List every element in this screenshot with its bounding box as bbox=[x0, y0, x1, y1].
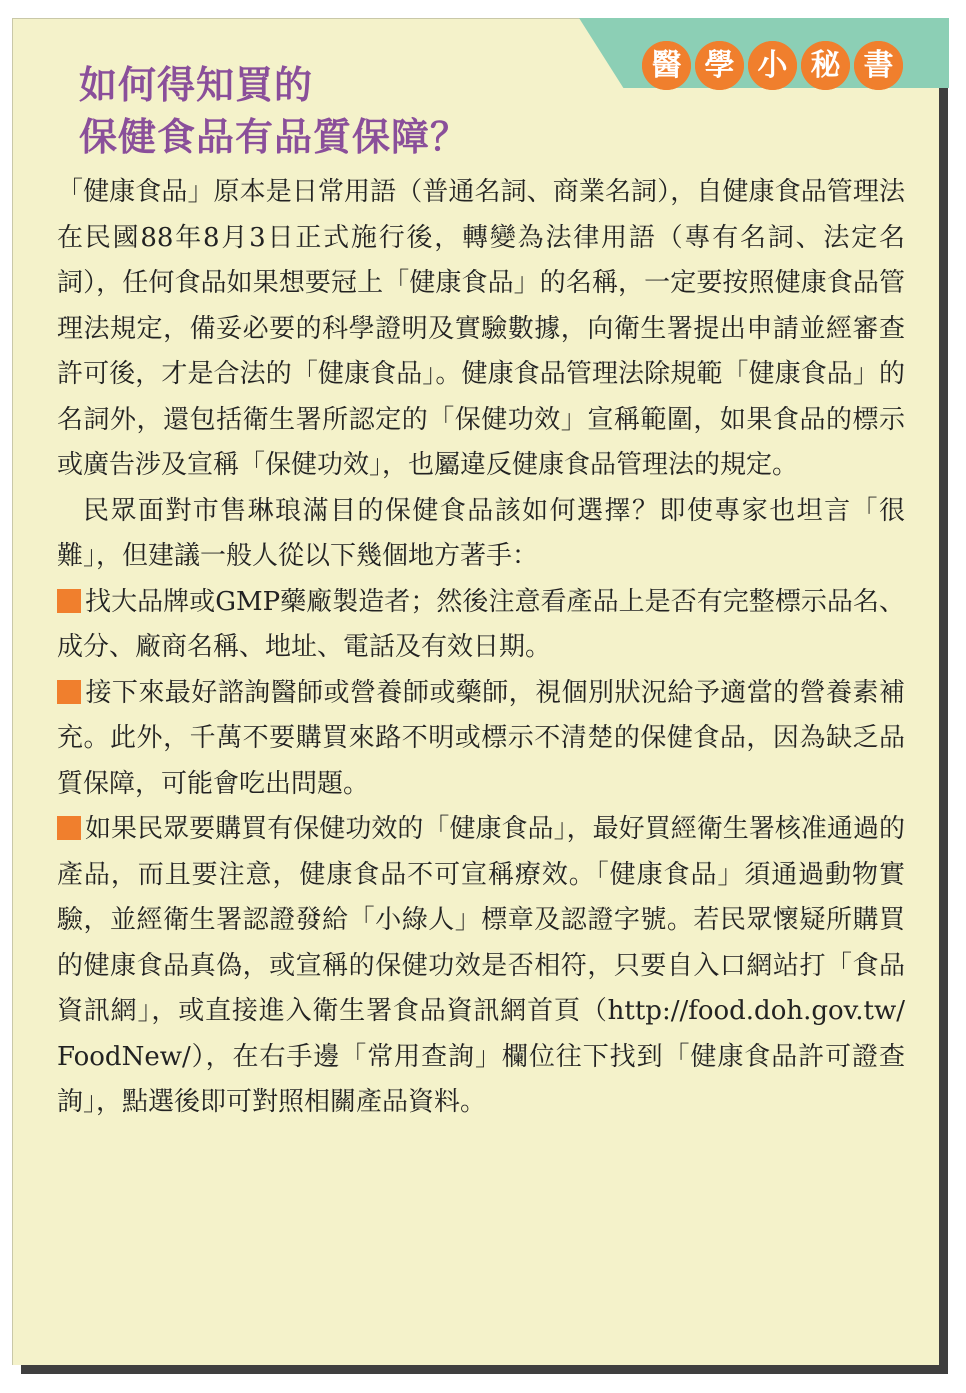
badge-char: 書 bbox=[854, 41, 903, 90]
paragraph-intro: 「健康食品」原本是日常用語（普通名詞、商業名詞），自健康食品管理法在民國88年8月3日正式施行後，轉變為法律用語（專有名詞、法定名詞），任何食品如果想要冠上「健康食品」的名稱，一定要按照健康食品管理法規定，備妥必要的科學證明及實驗數據，向衛生署提出申請並經審查許可後，才是合法的「健康食品」。健康食品管理法除規範「健康食品」的名詞外，還包括衛生署所認定的「保健功效」宣稱範圍，如果食品的標示或廣告涉及宣稱「保健功效」，也屬違反健康食品管理法的規定。 bbox=[57, 177, 905, 480]
bullet-item bbox=[57, 807, 905, 1126]
article-title bbox=[79, 59, 469, 163]
badge-char: 醫 bbox=[642, 41, 691, 90]
bullet-text: 接下來最好諮詢醫師或營養師或藥師，視個別狀況給予適當的營養素補充。此外，千萬不要購買來路不明或標示不清楚的保健食品，因為缺乏品質保障，可能會吃出問題。 bbox=[57, 677, 905, 799]
title-line-1: 如何得知買的 bbox=[79, 63, 314, 107]
bullet-item bbox=[57, 671, 905, 808]
bullet-item bbox=[57, 580, 905, 671]
bullet-text: 找大品牌或GMP藥廠製造者；然後注意看產品上是否有完整標示品名、成分、廠商名稱、地址、電話及有效日期。 bbox=[57, 586, 905, 662]
badge-char: 小 bbox=[748, 41, 797, 90]
badge-char: 秘 bbox=[801, 41, 850, 90]
orange-square-bullet-icon bbox=[57, 816, 81, 840]
title-line-2: 保健食品有品質保障？ bbox=[79, 115, 470, 159]
article-body bbox=[57, 170, 905, 1126]
badge-char: 學 bbox=[695, 41, 744, 90]
orange-square-bullet-icon bbox=[57, 680, 81, 704]
column-badge bbox=[642, 41, 903, 90]
orange-square-bullet-icon bbox=[57, 589, 81, 613]
bullet-text: 如果民眾要購買有保健功效的「健康食品」，最好買經衛生署核准通過的產品，而且要注意，健康食品不可宣稱療效。「健康食品」須通過動物實驗，並經衛生署認證發給「小綠人」標章及認證字號。若民眾懷疑所購買的健康食品真偽，或宣稱的保健功效是否相符，只要自入口網站打「食品資訊網」，或直接進入衛生署食品資訊網首頁（http://food.doh.gov.tw/FoodNew/），在右手邊「常用查詢」欄位往下找到「健康食品許可證查詢」，點選後即可對照相關產品資料。 bbox=[57, 814, 905, 1117]
paragraph-advice: 民眾面對市售琳琅滿目的保健食品該如何選擇？即使專家也坦言「很難」，但建議一般人從以下幾個地方著手： bbox=[57, 495, 905, 571]
